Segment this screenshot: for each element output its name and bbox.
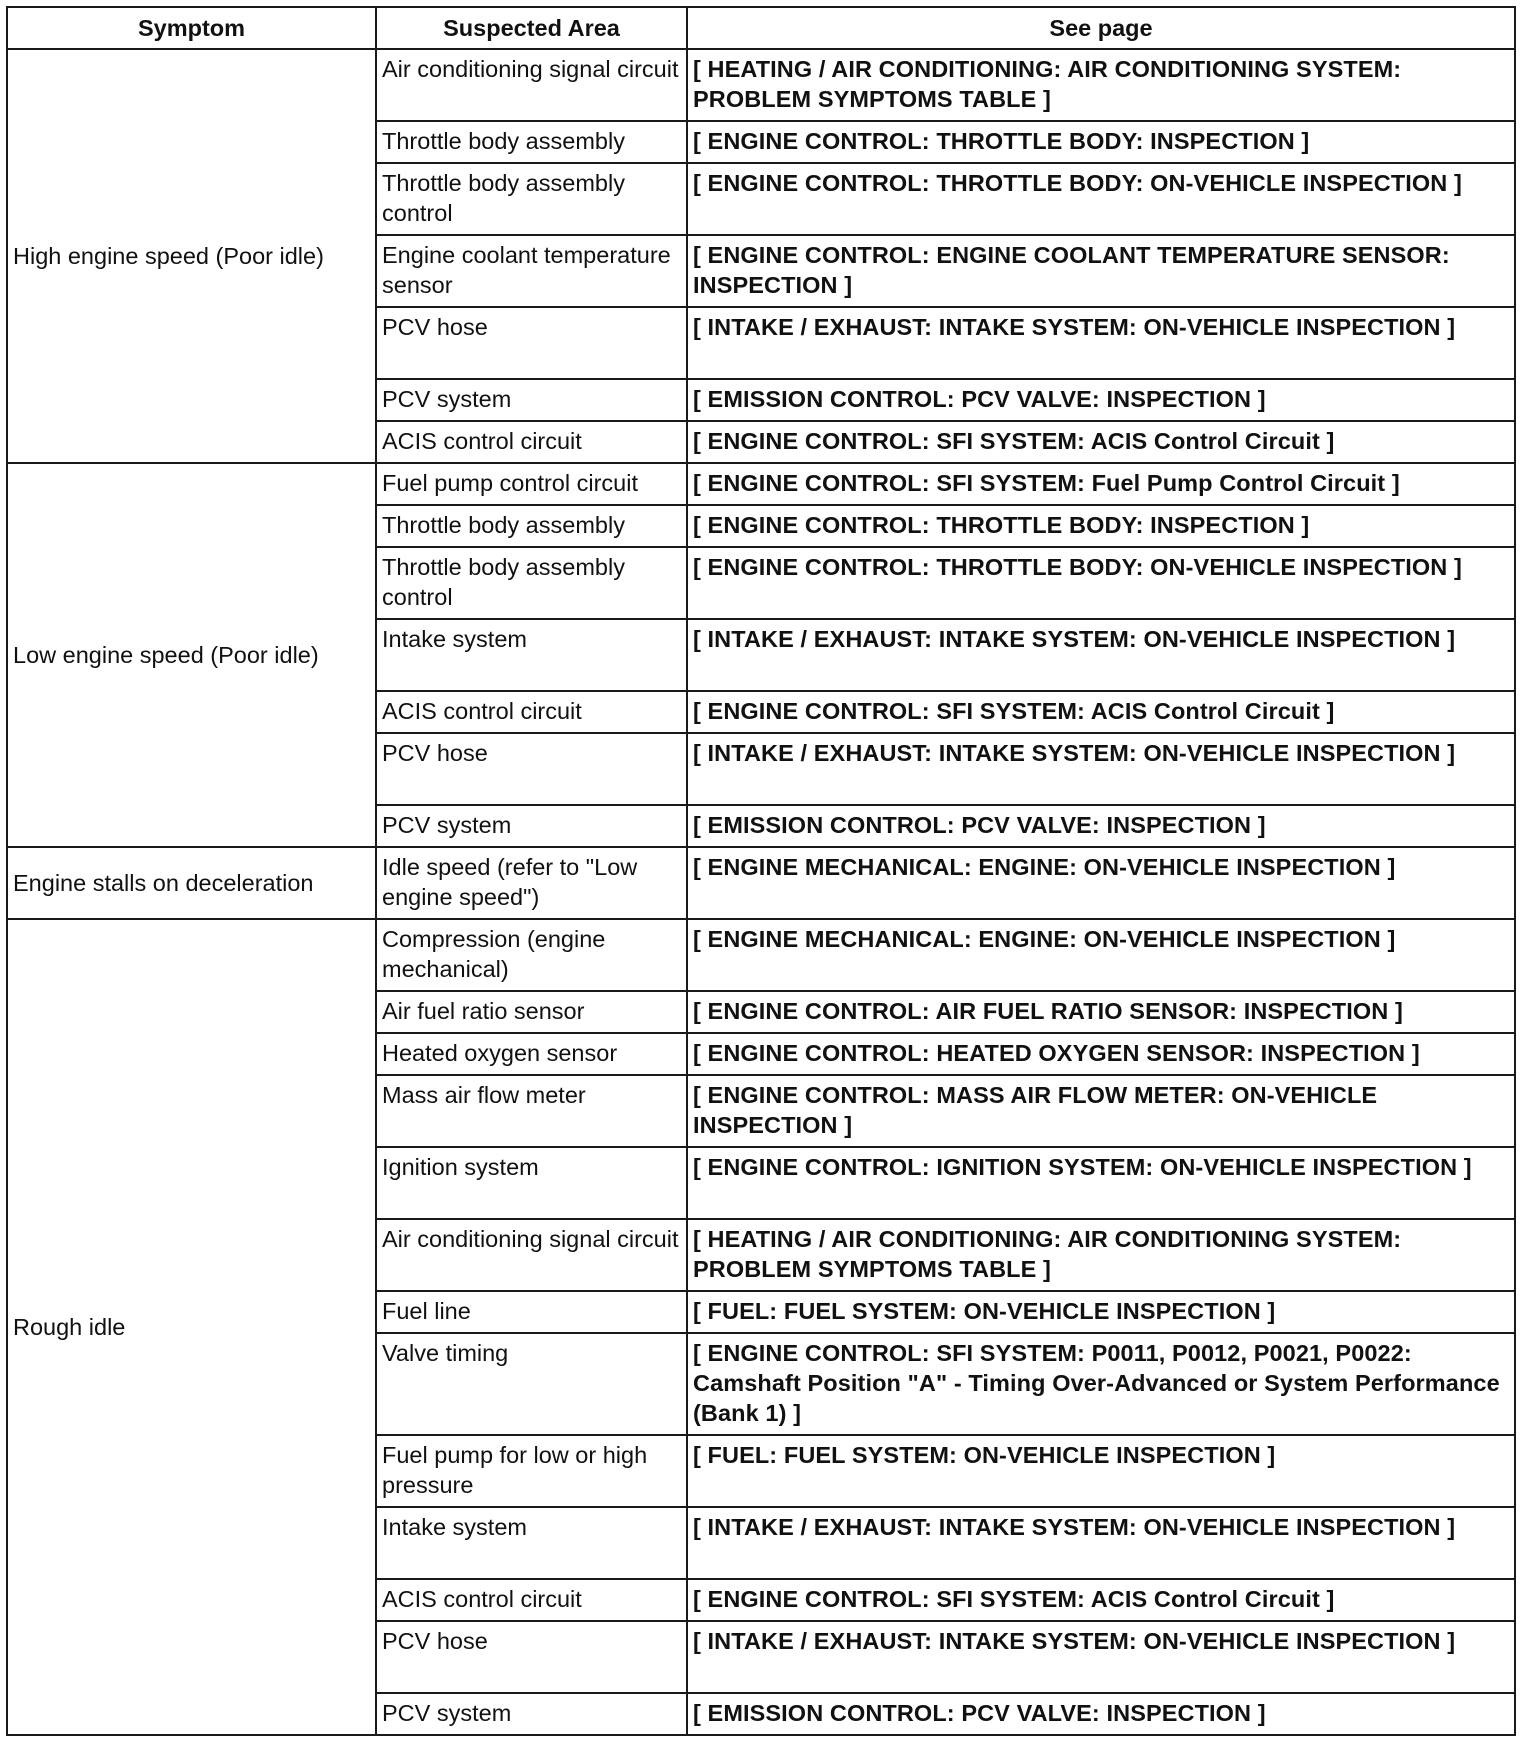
suspected-area-cell: Air conditioning signal circuit bbox=[376, 1219, 687, 1291]
see-page-cell: [ ENGINE CONTROL: THROTTLE BODY: ON-VEHICLE INSPECTION ] bbox=[687, 163, 1515, 235]
see-page-cell: [ ENGINE CONTROL: THROTTLE BODY: ON-VEHICLE INSPECTION ] bbox=[687, 547, 1515, 619]
suspected-area-cell: Mass air flow meter bbox=[376, 1075, 687, 1147]
see-page-cell: [ FUEL: FUEL SYSTEM: ON-VEHICLE INSPECTION ] bbox=[687, 1435, 1515, 1507]
suspected-area-cell: Ignition system bbox=[376, 1147, 687, 1219]
suspected-area-cell: PCV system bbox=[376, 805, 687, 847]
see-page-cell: [ INTAKE / EXHAUST: INTAKE SYSTEM: ON-VEHICLE INSPECTION ] bbox=[687, 619, 1515, 691]
problem-symptoms-table-container bbox=[6, 6, 1514, 1746]
table-row bbox=[7, 463, 1515, 505]
see-page-cell: [ ENGINE MECHANICAL: ENGINE: ON-VEHICLE INSPECTION ] bbox=[687, 919, 1515, 991]
suspected-area-cell: PCV hose bbox=[376, 307, 687, 379]
see-page-cell: [ ENGINE CONTROL: MASS AIR FLOW METER: ON-VEHICLE INSPECTION ] bbox=[687, 1075, 1515, 1147]
suspected-area-cell: Idle speed (refer to "Low engine speed") bbox=[376, 847, 687, 919]
suspected-area-cell: PCV hose bbox=[376, 1621, 687, 1693]
header-suspected-area: Suspected Area bbox=[376, 7, 687, 49]
suspected-area-cell: PCV system bbox=[376, 379, 687, 421]
table-body bbox=[7, 49, 1515, 1735]
header-see-page: See page bbox=[687, 7, 1515, 49]
see-page-cell: [ ENGINE CONTROL: SFI SYSTEM: Fuel Pump Control Circuit ] bbox=[687, 463, 1515, 505]
problem-symptoms-table bbox=[6, 6, 1516, 1736]
suspected-area-cell: Valve timing bbox=[376, 1333, 687, 1435]
see-page-cell: [ INTAKE / EXHAUST: INTAKE SYSTEM: ON-VEHICLE INSPECTION ] bbox=[687, 1621, 1515, 1693]
suspected-area-cell: Compression (engine mechanical) bbox=[376, 919, 687, 991]
symptom-cell: Engine stalls on deceleration bbox=[7, 847, 376, 919]
suspected-area-cell: Engine coolant temperature sensor bbox=[376, 235, 687, 307]
header-symptom: Symptom bbox=[7, 7, 376, 49]
suspected-area-cell: Throttle body assembly control bbox=[376, 163, 687, 235]
table-row bbox=[7, 919, 1515, 991]
suspected-area-cell: Air conditioning signal circuit bbox=[376, 49, 687, 121]
suspected-area-cell: Fuel line bbox=[376, 1291, 687, 1333]
suspected-area-cell: Air fuel ratio sensor bbox=[376, 991, 687, 1033]
suspected-area-cell: Heated oxygen sensor bbox=[376, 1033, 687, 1075]
see-page-cell: [ ENGINE CONTROL: IGNITION SYSTEM: ON-VEHICLE INSPECTION ] bbox=[687, 1147, 1515, 1219]
suspected-area-cell: PCV system bbox=[376, 1693, 687, 1735]
see-page-cell: [ ENGINE CONTROL: SFI SYSTEM: ACIS Control Circuit ] bbox=[687, 1579, 1515, 1621]
see-page-cell: [ ENGINE CONTROL: AIR FUEL RATIO SENSOR: INSPECTION ] bbox=[687, 991, 1515, 1033]
suspected-area-cell: ACIS control circuit bbox=[376, 691, 687, 733]
suspected-area-cell: Throttle body assembly bbox=[376, 121, 687, 163]
suspected-area-cell: Intake system bbox=[376, 619, 687, 691]
see-page-cell: [ EMISSION CONTROL: PCV VALVE: INSPECTION ] bbox=[687, 1693, 1515, 1735]
suspected-area-cell: Fuel pump for low or high pressure bbox=[376, 1435, 687, 1507]
suspected-area-cell: ACIS control circuit bbox=[376, 421, 687, 463]
see-page-cell: [ INTAKE / EXHAUST: INTAKE SYSTEM: ON-VEHICLE INSPECTION ] bbox=[687, 1507, 1515, 1579]
see-page-cell: [ ENGINE CONTROL: ENGINE COOLANT TEMPERATURE SENSOR: INSPECTION ] bbox=[687, 235, 1515, 307]
suspected-area-cell: Throttle body assembly bbox=[376, 505, 687, 547]
see-page-cell: [ ENGINE CONTROL: SFI SYSTEM: ACIS Control Circuit ] bbox=[687, 421, 1515, 463]
table-header-row bbox=[7, 7, 1515, 49]
suspected-area-cell: ACIS control circuit bbox=[376, 1579, 687, 1621]
symptom-cell: Low engine speed (Poor idle) bbox=[7, 463, 376, 847]
suspected-area-cell: Fuel pump control circuit bbox=[376, 463, 687, 505]
see-page-cell: [ ENGINE CONTROL: THROTTLE BODY: INSPECTION ] bbox=[687, 121, 1515, 163]
suspected-area-cell: PCV hose bbox=[376, 733, 687, 805]
suspected-area-cell: Throttle body assembly control bbox=[376, 547, 687, 619]
see-page-cell: [ ENGINE CONTROL: HEATED OXYGEN SENSOR: INSPECTION ] bbox=[687, 1033, 1515, 1075]
see-page-cell: [ HEATING / AIR CONDITIONING: AIR CONDITIONING SYSTEM: PROBLEM SYMPTOMS TABLE ] bbox=[687, 49, 1515, 121]
see-page-cell: [ ENGINE CONTROL: THROTTLE BODY: INSPECTION ] bbox=[687, 505, 1515, 547]
symptom-cell: Rough idle bbox=[7, 919, 376, 1735]
suspected-area-cell: Intake system bbox=[376, 1507, 687, 1579]
see-page-cell: [ FUEL: FUEL SYSTEM: ON-VEHICLE INSPECTION ] bbox=[687, 1291, 1515, 1333]
see-page-cell: [ ENGINE MECHANICAL: ENGINE: ON-VEHICLE INSPECTION ] bbox=[687, 847, 1515, 919]
see-page-cell: [ ENGINE CONTROL: SFI SYSTEM: ACIS Control Circuit ] bbox=[687, 691, 1515, 733]
see-page-cell: [ ENGINE CONTROL: SFI SYSTEM: P0011, P0012, P0021, P0022: Camshaft Position "A" - Timing Over-Advanced or System Performance (Bank 1) ] bbox=[687, 1333, 1515, 1435]
table-row bbox=[7, 847, 1515, 919]
see-page-cell: [ EMISSION CONTROL: PCV VALVE: INSPECTION ] bbox=[687, 805, 1515, 847]
symptom-cell: High engine speed (Poor idle) bbox=[7, 49, 376, 463]
see-page-cell: [ INTAKE / EXHAUST: INTAKE SYSTEM: ON-VEHICLE INSPECTION ] bbox=[687, 733, 1515, 805]
see-page-cell: [ INTAKE / EXHAUST: INTAKE SYSTEM: ON-VEHICLE INSPECTION ] bbox=[687, 307, 1515, 379]
see-page-cell: [ EMISSION CONTROL: PCV VALVE: INSPECTION ] bbox=[687, 379, 1515, 421]
see-page-cell: [ HEATING / AIR CONDITIONING: AIR CONDITIONING SYSTEM: PROBLEM SYMPTOMS TABLE ] bbox=[687, 1219, 1515, 1291]
table-row bbox=[7, 49, 1515, 121]
